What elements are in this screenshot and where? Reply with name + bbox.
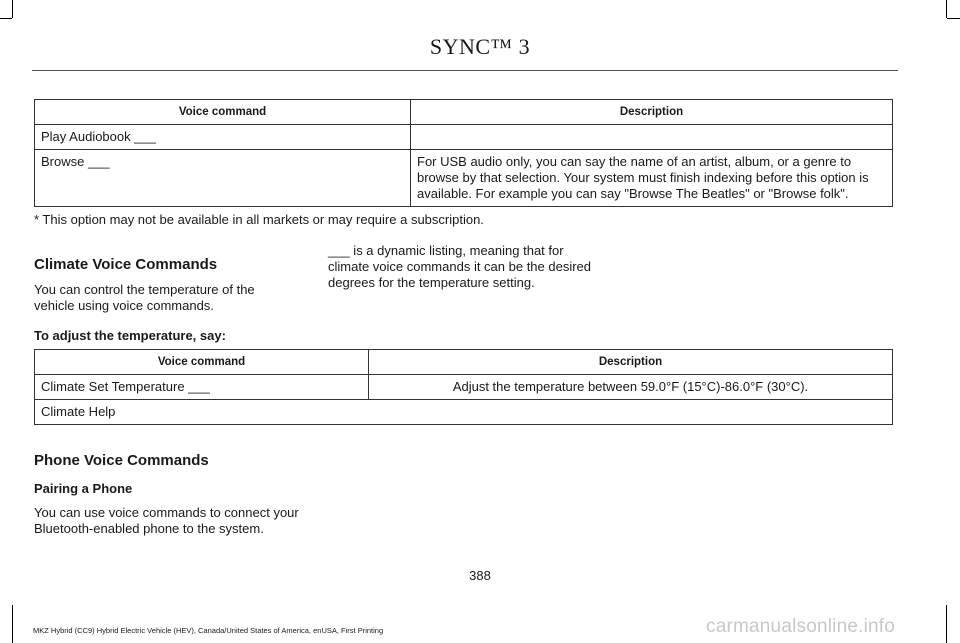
table-row: [35, 150, 893, 207]
column-header: Description: [411, 100, 893, 125]
page-header-title: SYNC™ 3: [429, 34, 531, 59]
table-cell: Climate Help: [35, 400, 893, 425]
column-header: Description: [369, 350, 893, 375]
header-divider: [32, 70, 898, 71]
climate-intro-paragraph: You can control the temperature of the vehicle using voice commands.: [34, 282, 255, 313]
pairing-intro-paragraph: You can use voice commands to connect your Bluetooth-enabled phone to the system.: [34, 505, 299, 536]
page-number: 388: [469, 568, 491, 583]
adjust-temperature-label: To adjust the temperature, say:: [34, 328, 226, 343]
table-header-row: [35, 100, 893, 125]
table-cell: Adjust the temperature between 59.0°F (15°C)-86.0°F (30°C).: [369, 375, 893, 400]
voice-command-table-climate: [34, 349, 893, 425]
crop-mark-bottom-right-v: [946, 605, 947, 643]
footnote: * This option may not be available in all markets or may require a subscription.: [34, 212, 484, 227]
crop-mark-top-left-v: [12, 0, 13, 18]
crop-mark-bottom-left-v: [12, 605, 13, 643]
crop-mark-top-right-v: [946, 0, 947, 18]
table-row: [35, 125, 893, 150]
voice-command-table-media: [34, 99, 893, 207]
column-header: Voice command: [35, 100, 411, 125]
crop-mark-top-left-h: [0, 18, 12, 19]
section-heading-climate: Climate Voice Commands: [34, 256, 218, 273]
table-cell: Climate Set Temperature ___: [35, 375, 369, 400]
table-row: [35, 400, 893, 425]
dynamic-listing-note: ___ is a dynamic listing, meaning that for climate voice commands it can be the desired degrees for the temperature setting.: [328, 243, 592, 290]
subsection-heading-pairing: Pairing a Phone: [34, 481, 133, 496]
table-header-row: [35, 350, 893, 375]
crop-mark-top-right-h: [947, 18, 960, 19]
watermark: carmanualsonline.info: [706, 616, 896, 637]
column-header: Voice command: [35, 350, 369, 375]
table-cell: For USB audio only, you can say the name of an artist, album, or a genre to browse by that selection. Your system must finish indexing before this option is available. For example you can say "Browse The Beatles" or "Browse folk".: [411, 150, 893, 207]
table-cell: Browse ___: [35, 150, 411, 207]
table-row: [35, 375, 893, 400]
section-heading-phone: Phone Voice Commands: [34, 452, 209, 469]
table-cell: [411, 125, 893, 150]
table-cell: Play Audiobook ___: [35, 125, 411, 150]
footer-text: MKZ Hybrid (CC9) Hybrid Electric Vehicle (HEV), Canada/United States of America, enUSA, First Printing: [33, 626, 384, 635]
